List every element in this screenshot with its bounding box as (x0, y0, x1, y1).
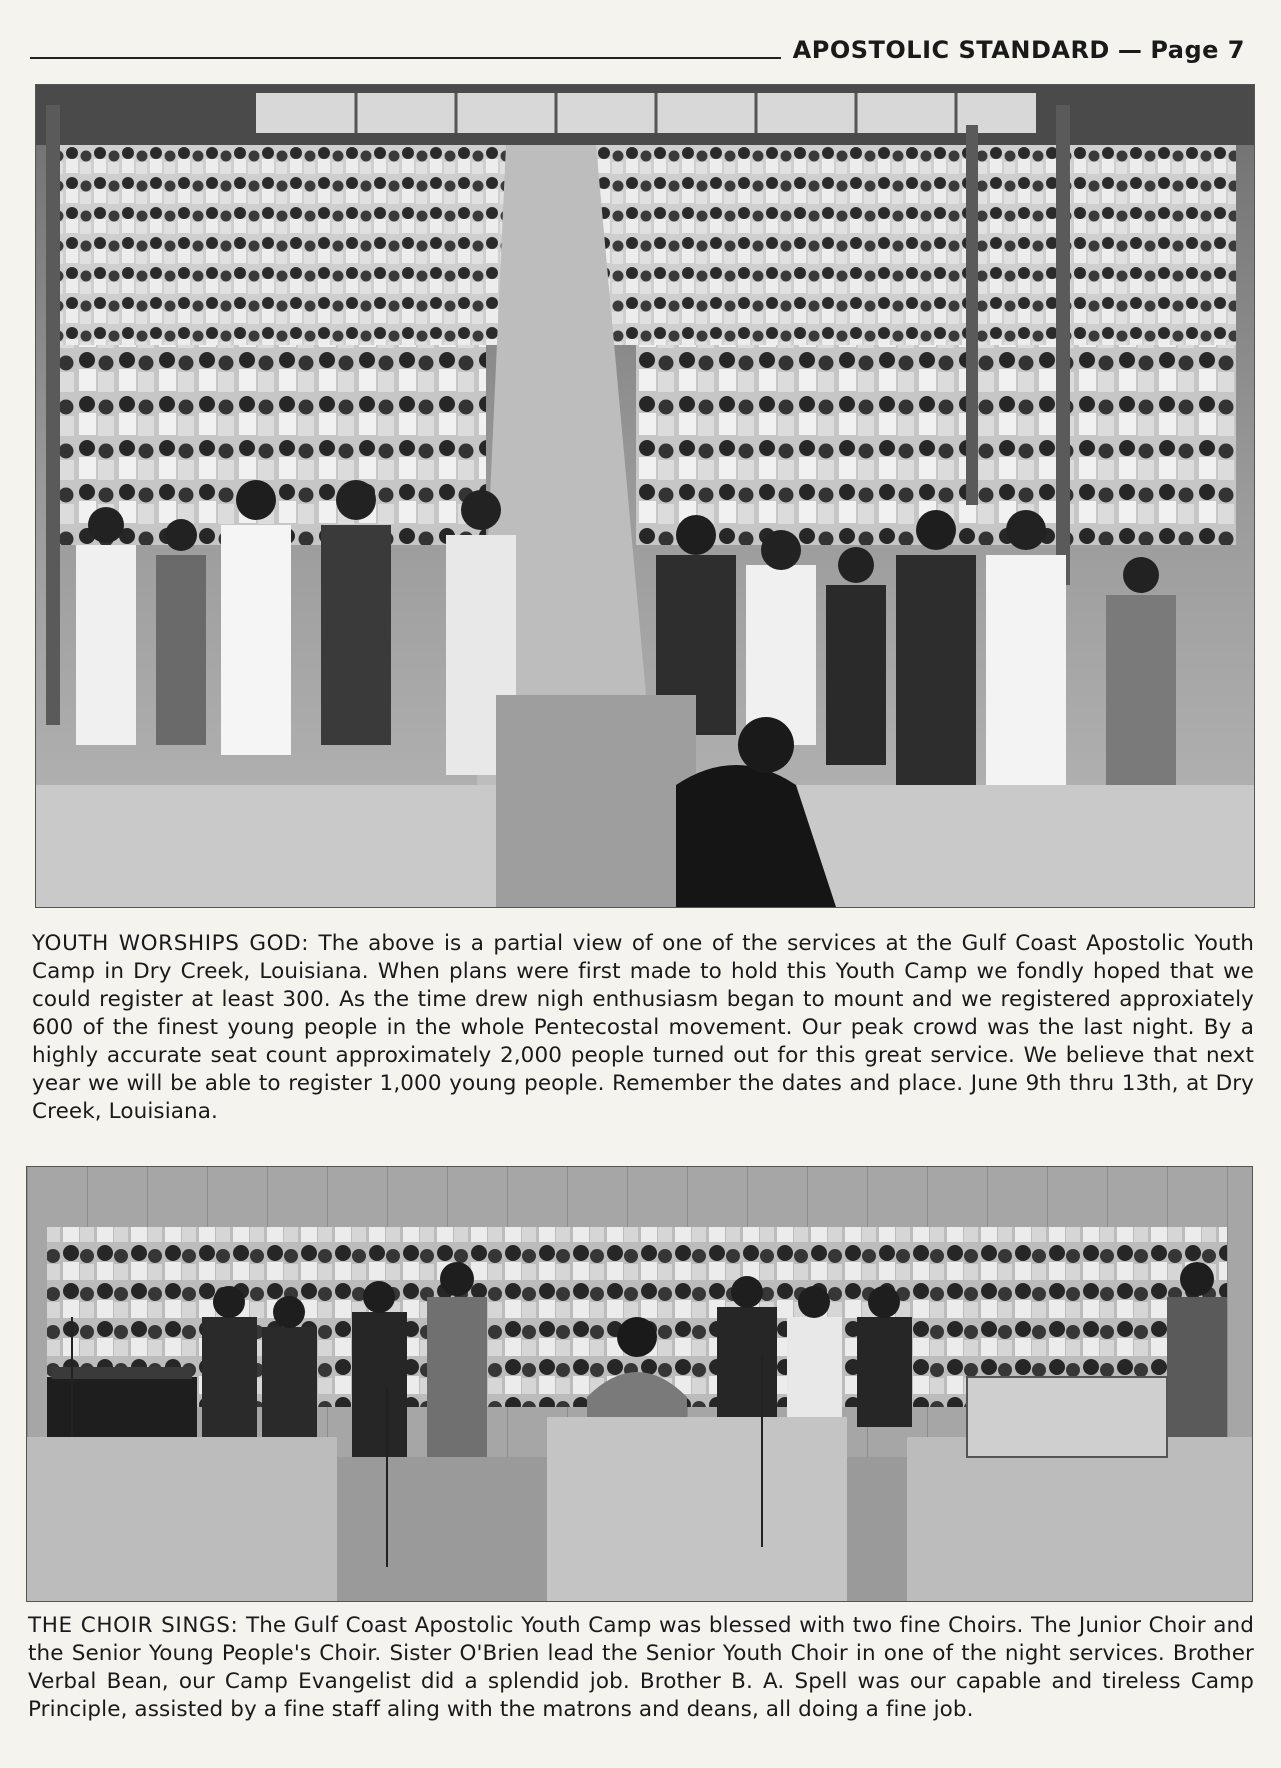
choir-image (27, 1167, 1252, 1601)
header-separator: — (1117, 36, 1143, 64)
page-header (30, 30, 1245, 70)
caption-body: The above is a partial view of one of the services at the Gulf Coast Apostolic Youth Camp in Dry Creek, Louisiana. When plans were first made to hold this Youth Camp we fondly hoped that we could register at least 300. As the time drew nigh enthusiasm began to mount and we registered approxiately 600 of the finest young people in the whole Pentecostal movement. Our peak crowd was the last night. By a highly accurate seat count approximately 2,000 people turned out for this great service. We believe that next year we will be able to register 1,000 young people. Remember the dates and place. June 9th thru 13th, at Dry Creek, Louisiana. (32, 931, 1254, 1124)
publication-name: APOSTOLIC STANDARD (792, 36, 1110, 64)
choir-photo (26, 1166, 1253, 1602)
page-number: Page 7 (1150, 36, 1245, 64)
header-rule (30, 57, 781, 59)
caption-body: The Gulf Coast Apostolic Youth Camp was blessed with two fine Choirs. The Junior Choir and the Senior Young People's Choir. Sister O'Brien lead the Senior Youth Choir in one of the night services. Brother Verbal Bean, our Camp Evangelist did a splendid job. Brother B. A. Spell was our capable and tireless Camp Principle, assisted by a fine staff aling with the matrons and deans, all doing a fine job. (28, 1613, 1255, 1722)
caption-youth-worships (32, 930, 1254, 1126)
caption-lead: THE CHOIR SINGS: (28, 1613, 239, 1638)
worship-crowd-photo (35, 84, 1255, 908)
caption-choir-sings (28, 1612, 1254, 1724)
header-title (793, 36, 1245, 64)
caption-lead: YOUTH WORSHIPS GOD: (32, 931, 310, 956)
worship-crowd-image (36, 85, 1254, 907)
